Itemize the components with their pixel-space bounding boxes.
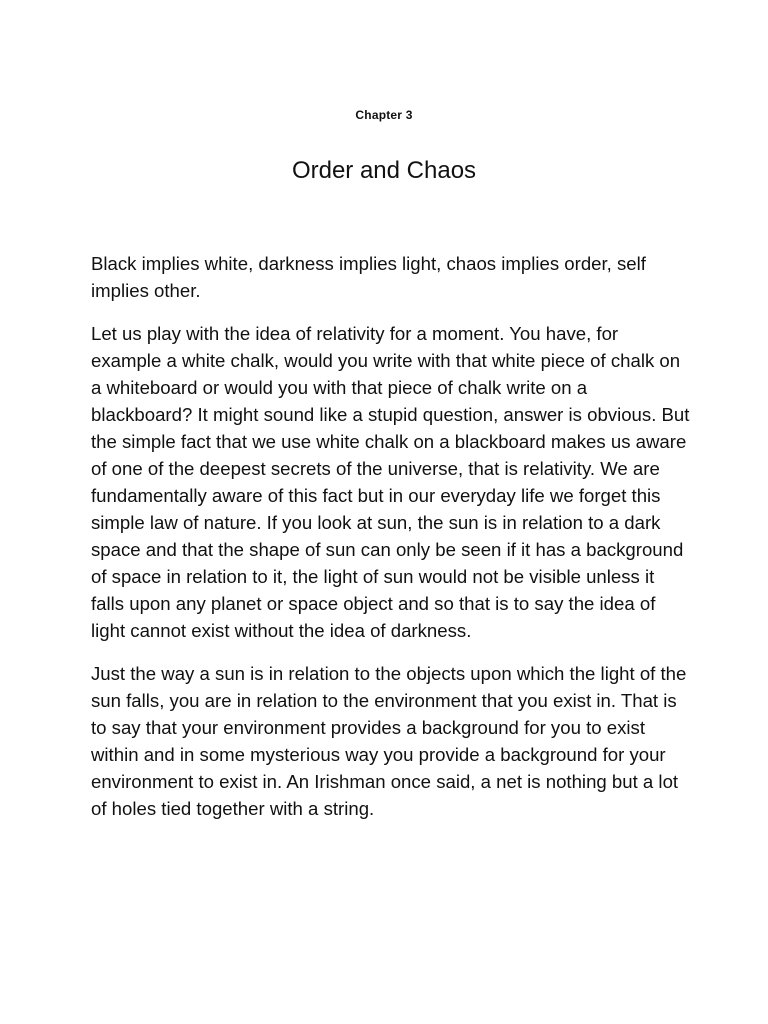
body-text [91, 250, 691, 838]
chapter-title: Order and Chaos [291, 157, 477, 184]
paragraph-1: Black implies white, darkness implies light, chaos implies order, self implies other. [91, 253, 646, 301]
paragraph-2: Let us play with the idea of relativity for a moment. You have, for example a white chalk, would you write with that white piece of chalk on a whiteboard or would you with that piece of chalk write on a blackboard? It might sound like a stupid question, answer is obvious. But the simple fact that we use white chalk on a blackboard makes us aware of one of the deepest secrets of the universe, that is relativity. We are fundamentally aware of this fact but in our everyday life we forget this simple law of nature. If you look at sun, the sun is in relation to a dark space and that the shape of sun can only be seen if it has a background of space in relation to it, the light of sun would not be visible unless it falls upon any planet or space object and so that is to say the idea of light cannot exist without the idea of darkness. [91, 323, 690, 641]
chapter-label: Chapter 3 [355, 108, 413, 122]
paragraph-3: Just the way a sun is in relation to the objects upon which the light of the sun falls, you are in relation to the environment that you exist in. That is to say that your environment provides a background for you to exist within and in some mysterious way you provide a background for your environment to exist in. An Irishman once said, a net is nothing but a lot of holes tied together with a string. [91, 663, 687, 819]
